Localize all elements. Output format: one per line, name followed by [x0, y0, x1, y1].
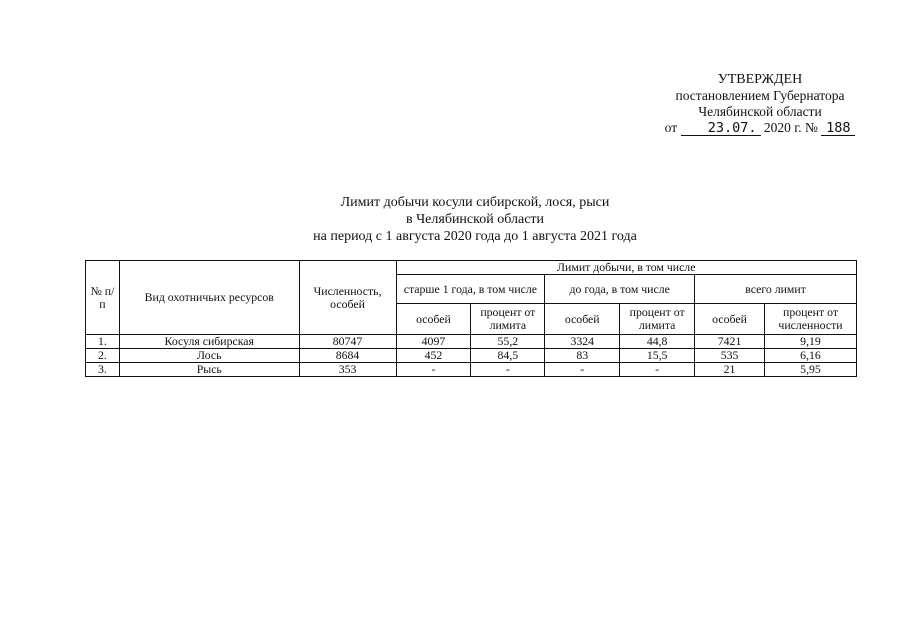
- header-older-count: особей: [396, 304, 471, 335]
- row-total-count: 21: [695, 363, 765, 377]
- approval-line-governor: постановлением Губернатора: [675, 88, 845, 103]
- approval-line-region: Челябинской области: [698, 104, 822, 119]
- row-older-pct: -: [471, 363, 545, 377]
- row-young-pct: 15,5: [620, 349, 695, 363]
- header-young-pct: процент от лимита: [620, 304, 695, 335]
- row-population: 8684: [299, 349, 396, 363]
- row-young-pct: 44,8: [620, 335, 695, 349]
- row-total-pct: 5,95: [765, 363, 857, 377]
- header-older-pct: процент от лимита: [471, 304, 545, 335]
- document-title: [230, 194, 720, 245]
- row-older-pct: 55,2: [471, 335, 545, 349]
- row-older-count: 452: [396, 349, 471, 363]
- document-title-line3: на период с 1 августа 2020 года до 1 августа 2021 года: [313, 229, 637, 244]
- date-prefix: от: [664, 120, 678, 135]
- table-row: [86, 363, 857, 377]
- row-young-count: 3324: [545, 335, 620, 349]
- date-suffix: 2020 г. №: [763, 120, 818, 135]
- header-total: всего лимит: [695, 275, 857, 304]
- row-total-count: 535: [695, 349, 765, 363]
- row-older-pct: 84,5: [471, 349, 545, 363]
- row-num: 3.: [86, 363, 120, 377]
- document-title-line2: в Челябинской области: [405, 212, 545, 227]
- document-title-line1: Лимит добычи косули сибирской, лося, рыси: [340, 195, 610, 210]
- row-young-count: 83: [545, 349, 620, 363]
- row-older-count: -: [396, 363, 471, 377]
- header-younger: до года, в том числе: [545, 275, 695, 304]
- row-population: 353: [299, 363, 396, 377]
- approval-title: УТВЕРЖДЕН: [717, 72, 803, 87]
- row-num: 2.: [86, 349, 120, 363]
- header-limit-group: Лимит добычи, в том числе: [396, 261, 857, 275]
- approval-stamp: [640, 72, 880, 136]
- decree-number: 188: [821, 122, 855, 136]
- row-species: Лось: [119, 349, 299, 363]
- header-older: старше 1 года, в том числе: [396, 275, 545, 304]
- date-value: 23.07.: [681, 122, 761, 136]
- row-older-count: 4097: [396, 335, 471, 349]
- header-species: Вид охотничьих ресурсов: [119, 261, 299, 335]
- row-num: 1.: [86, 335, 120, 349]
- table-row: [86, 335, 857, 349]
- row-species: Косуля сибирская: [119, 335, 299, 349]
- header-young-count: особей: [545, 304, 620, 335]
- row-total-count: 7421: [695, 335, 765, 349]
- row-young-count: -: [545, 363, 620, 377]
- row-total-pct: 9,19: [765, 335, 857, 349]
- row-total-pct: 6,16: [765, 349, 857, 363]
- header-num: № п/п: [86, 261, 120, 335]
- row-species: Рысь: [119, 363, 299, 377]
- approval-date-line: [640, 120, 880, 136]
- row-population: 80747: [299, 335, 396, 349]
- table-row: [86, 349, 857, 363]
- header-population: Численность, особей: [299, 261, 396, 335]
- header-total-pct: процент от численности: [765, 304, 857, 335]
- row-young-pct: -: [620, 363, 695, 377]
- header-total-count: особей: [695, 304, 765, 335]
- limit-table: [85, 260, 857, 377]
